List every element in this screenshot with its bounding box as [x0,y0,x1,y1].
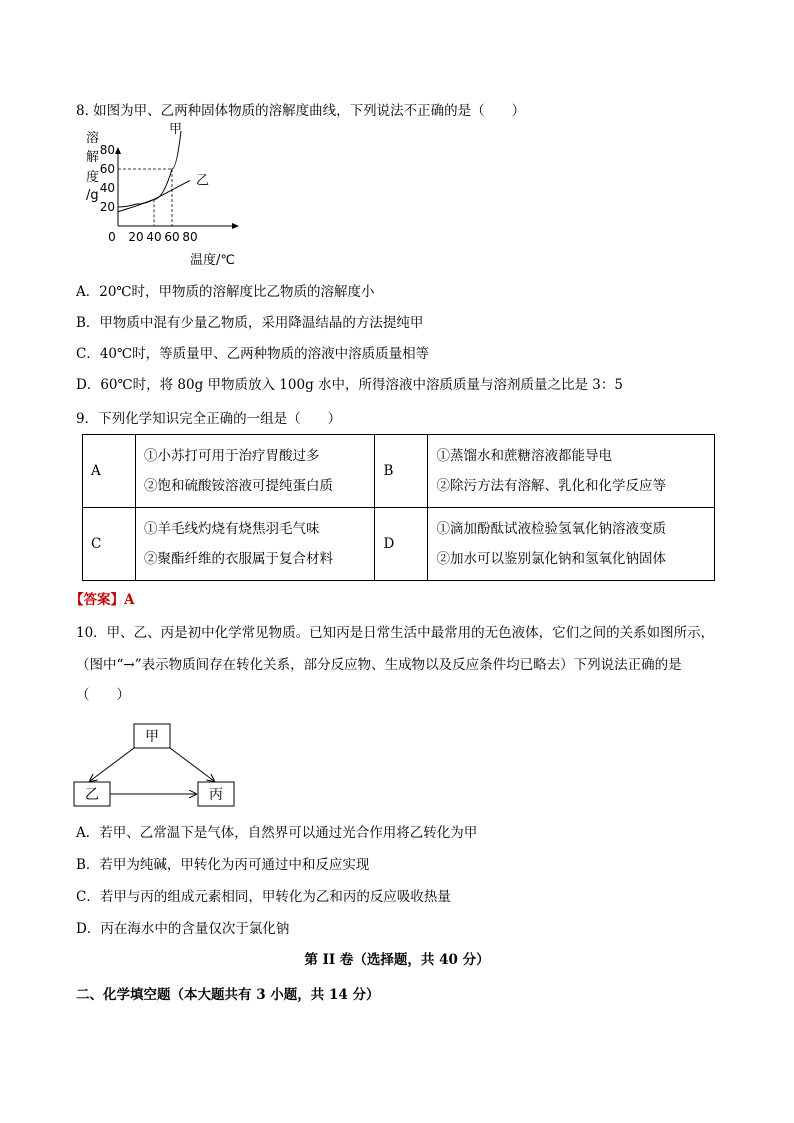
table-cell-content [428,435,715,508]
x-tick-label: 40 [146,230,162,244]
y-axis-label-char: 解 [86,150,100,165]
q9-options-table [82,434,715,581]
x-axis-label: 温度/℃ [190,253,235,268]
cell-line: ②饱和硫酸铵溶液可提纯蛋白质 [144,478,333,494]
y-axis-arrow [115,147,121,154]
x-axis-arrow [232,223,239,229]
series-label: 甲 [169,122,183,137]
x-tick-label: 20 [128,230,144,244]
cell-line: ①滴加酚酞试液检验氢氧化钠溶液变质 [436,521,666,537]
y-axis-label-char: /g [86,188,99,203]
x-tick-label: 60 [164,230,180,244]
q9-answer: 【答案】A [70,592,135,608]
y-tick-label: 20 [99,200,115,214]
y-axis-label-char: 度 [86,170,100,185]
cell-line: ②除污方法有溶解、乳化和化学反应等 [436,478,666,494]
cell-line: ②加水可以鉴别氯化钠和氢氧化钠固体 [436,551,666,567]
series-label: 乙 [196,173,210,189]
q10-option-b: B．若甲为纯碱，甲转化为丙可通过中和反应实现 [76,857,370,873]
part-2-heading: 第 II 卷（选择题，共 40 分） [304,952,490,968]
conversion-diagram [68,718,248,812]
question-10-stem-line-1: 10．甲、乙、丙是初中化学常见物质。已知丙是日常生活中最常用的无色液体，它们之间的关系如图所示， [76,625,715,641]
solubility-chart [76,122,256,270]
y-tick-label: 60 [99,162,115,176]
table-cell-label: D [375,508,428,581]
x-tick-label: 80 [182,230,198,244]
table-cell-label: A [83,435,136,508]
table-cell-label: C [83,508,136,581]
q10-option-d: D．丙在海水中的含量仅次于氯化钠 [76,921,290,937]
q8-option-a: A．20℃时，甲物质的溶解度比乙物质的溶解度小 [76,284,375,300]
node-top-label: 甲 [145,729,159,745]
arrow-top-to-left [90,748,134,781]
question-8-stem: 8. 如图为甲、乙两种固体物质的溶解度曲线，下列说法不正确的是（ ） [76,103,526,119]
cell-line: ①羊毛线灼烧有烧焦羽毛气味 [144,521,320,537]
question-9-stem: 9．下列化学知识完全正确的一组是（ ） [76,411,342,427]
table-cell-content [136,435,375,508]
x-tick-label: 0 [108,230,116,244]
question-10-stem-line-2: （图中“→”表示物质间存在转化关系，部分反应物、生成物以及反应条件均已略去）下列说法正确的是 [76,657,682,673]
table-cell-content [428,508,715,581]
y-axis-label-char: 溶 [86,131,100,146]
cell-line: ①蒸馏水和蔗糖溶液都能导电 [436,448,612,464]
y-tick-label: 40 [99,181,115,195]
node-left-label: 乙 [85,787,99,803]
cell-line: ②聚酯纤维的衣服属于复合材料 [144,551,333,567]
arrow-top-to-right [170,748,214,781]
table-cell-label: B [375,435,428,508]
q10-option-a: A．若甲、乙常温下是气体，自然界可以通过光合作用将乙转化为甲 [76,825,478,841]
node-right-label: 丙 [209,787,223,803]
q8-option-d: D．60℃时，将 80g 甲物质放入 100g 水中，所得溶液中溶质质量与溶剂质量之比是 3：5 [76,377,623,393]
table-cell-content [136,508,375,581]
cell-line: ①小苏打可用于治疗胃酸过多 [144,448,320,464]
q8-option-c: C．40℃时，等质量甲、乙两种物质的溶液中溶质质量相等 [76,346,430,362]
question-10-stem-line-3: （ ） [76,687,130,703]
section-2-heading: 二、化学填空题（本大题共有 3 小题，共 14 分） [76,987,380,1003]
q10-option-c: C．若甲与丙的组成元素相同，甲转化为乙和丙的反应吸收热量 [76,889,451,905]
q8-option-b: B．甲物质中混有少量乙物质，采用降温结晶的方法提纯甲 [76,315,424,331]
table-row [83,508,715,581]
y-tick-label: 80 [99,143,115,157]
table-row [83,435,715,508]
